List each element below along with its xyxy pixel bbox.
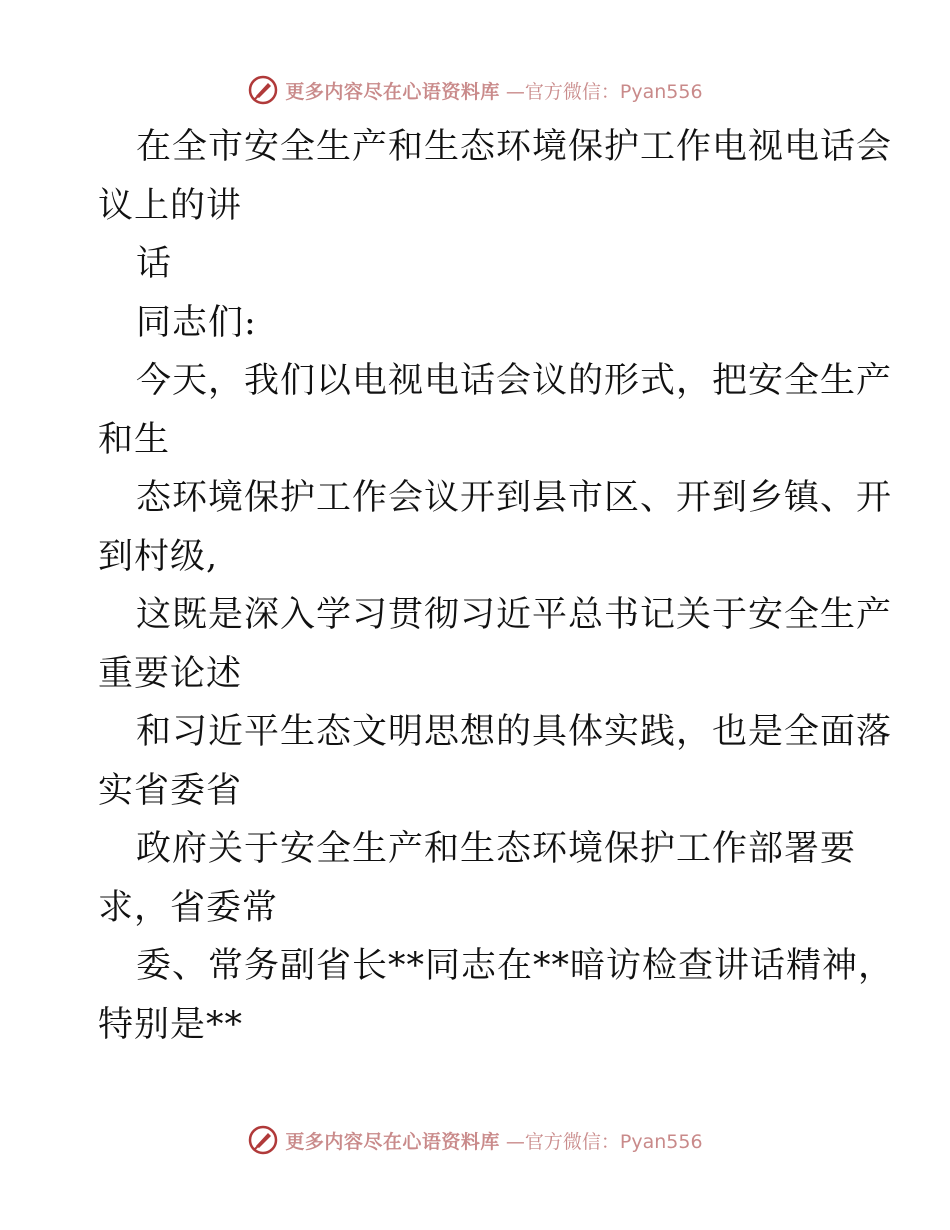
body-line-8: 到村级, [98,536,219,577]
body-line-12: 实省委省 [98,770,243,811]
body-line-11: 和习近平生态文明思想的具体实践，也是全面落 [136,712,893,752]
header-wechat-text: —官方微信：Pyan556 [505,80,703,103]
footer-wechat-text: —官方微信：Pyan556 [505,1130,703,1153]
body-line-6: 和生 [98,419,171,460]
body-line-9: 这既是深入学习贯彻习近平总书记关于安全生产 [136,595,893,635]
body-line-13: 政府关于安全生产和生态环境保护工作部署要 [136,829,857,869]
body-line-15: 委、常务副省长**同志在**暗访检查讲话精神， [136,946,895,986]
body-line-14: 求，省委常 [98,887,279,928]
body-line-16: 特别是** [98,1004,244,1045]
body-line-1: 在全市安全生产和生态环境保护工作电视电话会 [136,127,893,167]
header-brand-text: 更多内容尽在心语资料库 [285,80,500,103]
body-line-4: 同志们: [136,302,257,343]
footer-brand-text: 更多内容尽在心语资料库 [285,1130,500,1153]
document-body [98,118,895,1054]
body-line-5: 今天，我们以电视电话会议的形式，把安全生产 [136,361,893,401]
body-line-10: 重要论述 [98,653,243,694]
body-line-2: 议上的讲 [98,185,243,226]
body-line-3: 话 [136,244,173,284]
quill-logo-icon [247,74,279,106]
body-line-7: 态环境保护工作会议开到县市区、开到乡镇、开 [136,478,893,518]
footer-watermark [0,1120,950,1160]
header-watermark [0,70,950,110]
quill-logo-icon [247,1124,279,1156]
